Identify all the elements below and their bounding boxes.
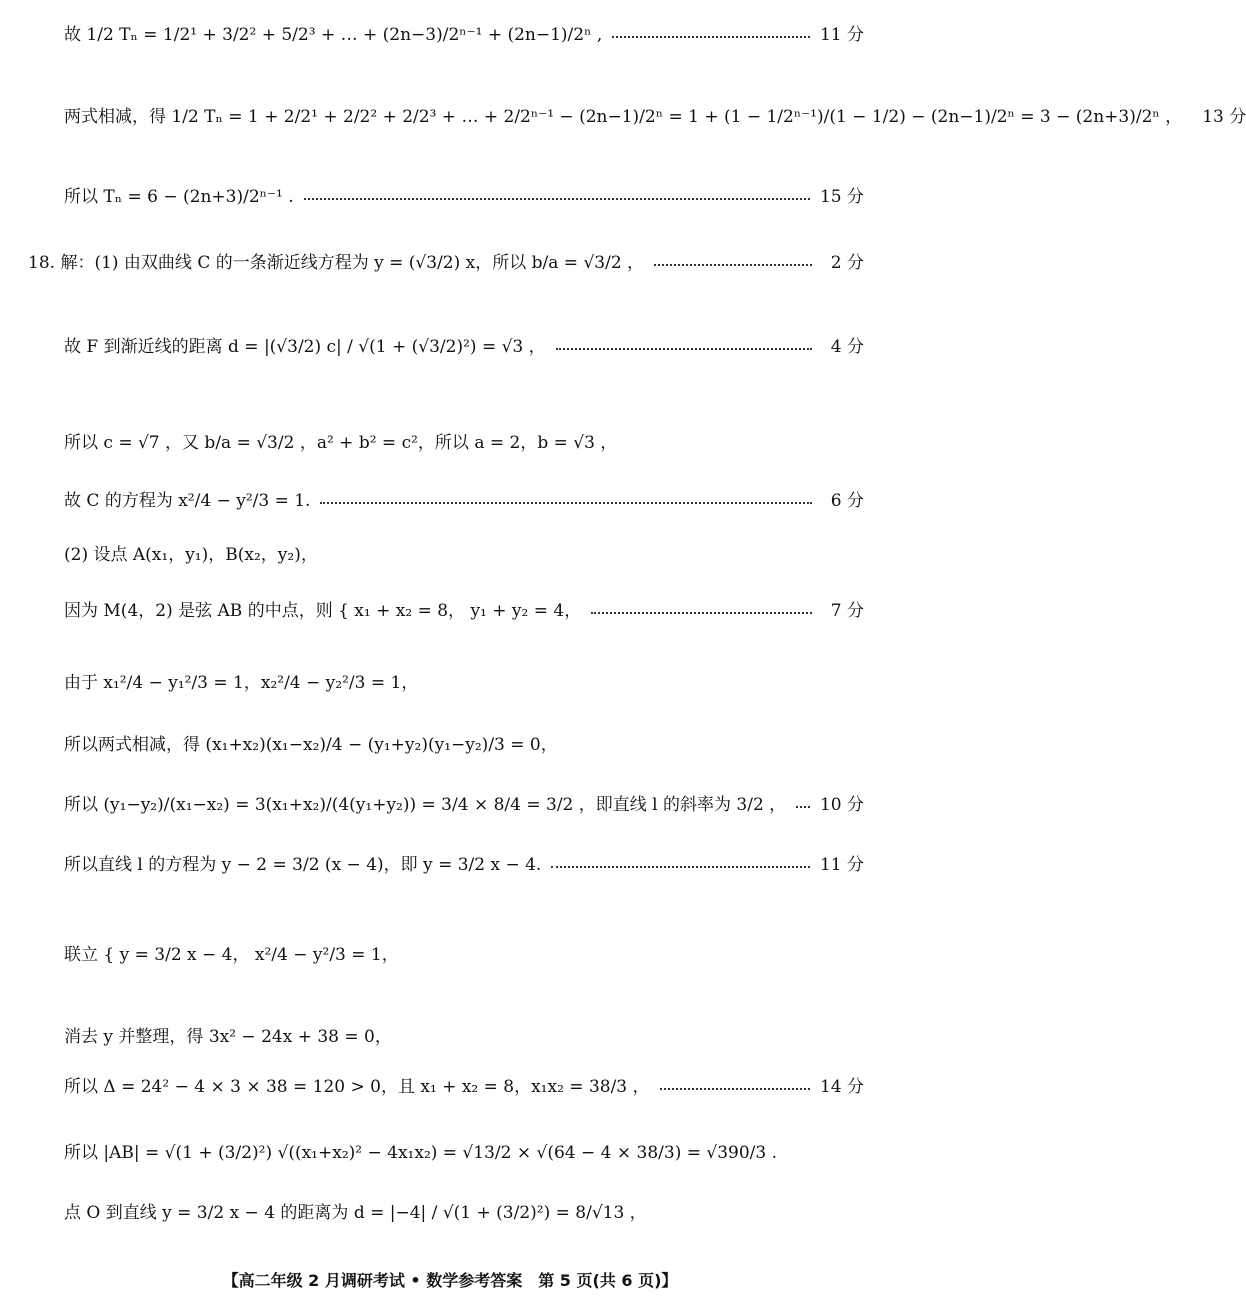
score-label: 7 分 (830, 601, 864, 621)
line-equation-c (64, 486, 864, 511)
line-eliminate (64, 1022, 864, 1047)
equation-text: 联立 { y = 3/2 x − 4， x²/4 − y²/3 = 1， (64, 945, 399, 965)
equation-text: 所以 Δ = 24² − 4 × 3 × 38 = 120 > 0，且 x₁ + x₂ = 8，x₁x₂ = 38/3 ， (64, 1077, 650, 1097)
line-15 (64, 182, 864, 207)
equation-text: 故 1/2 Tₙ = 1/2¹ + 3/2² + 5/2³ + … + (2n−3)/2ⁿ⁻¹ + (2n−1)/2ⁿ , (64, 25, 603, 45)
line-abc (64, 428, 864, 453)
equation-text: 由于 x₁²/4 − y₁²/3 = 1，x₂²/4 − y₂²/3 = 1， (64, 673, 419, 693)
dotted-leader (612, 36, 810, 38)
equation-text: 所以 Tₙ = 6 − (2n+3)/2ⁿ⁻¹ . (64, 187, 294, 207)
equation-text: 消去 y 并整理，得 3x² − 24x + 38 = 0， (64, 1027, 392, 1047)
dotted-leader (304, 198, 810, 200)
equation-text: 两式相减，得 1/2 Tₙ = 1 + 2/2¹ + 2/2² + 2/2³ + … + 2/2ⁿ⁻¹ − (2n−1)/2ⁿ = 1 + (1 − 1/2ⁿ⁻¹)/(1 − 1/2) − (2n−1)/2ⁿ = 3 − (2n+3)/2ⁿ ， (64, 107, 1183, 127)
dotted-leader (654, 264, 812, 266)
equation-text: 点 O 到直线 y = 3/2 x − 4 的距离为 d = |−4| / √(1 + (3/2)²) = 8/√13 ， (64, 1203, 647, 1223)
line-distance-o (64, 1198, 864, 1223)
equation-text: (2) 设点 A(x₁，y₁)，B(x₂，y₂)， (64, 545, 318, 565)
dotted-leader (591, 612, 812, 614)
line-slope (64, 790, 864, 815)
line-distance (64, 332, 864, 357)
score-label: 6 分 (830, 491, 864, 511)
line-midpoint (64, 596, 864, 621)
score-label: 14 分 (819, 1077, 864, 1097)
score-label: 13 分 (1202, 107, 1246, 127)
line-lianli (64, 940, 864, 965)
score-label: 11 分 (819, 25, 864, 45)
line-youyu (64, 668, 864, 693)
equation-text: 因为 M(4，2) 是弦 AB 的中点，则 { x₁ + x₂ = 8， y₁ + y₂ = 4， (64, 601, 582, 621)
equation-text: 所以 c = √7 ，又 b/a = √3/2 ，a² + b² = c²，所以 a = 2，b = √3 ， (64, 433, 618, 453)
score-label: 4 分 (830, 337, 864, 357)
equation-text: 18. 解：(1) 由双曲线 C 的一条渐近线方程为 y = (√3/2) x，所以 b/a = √3/2 ， (28, 253, 645, 273)
dotted-leader (551, 866, 810, 868)
equation-text: 所以直线 l 的方程为 y − 2 = 3/2 (x − 4)，即 y = 3/2 x − 4. (64, 855, 542, 875)
equation-text: 故 C 的方程为 x²/4 − y²/3 = 1. (64, 491, 311, 511)
line-ab (64, 1138, 864, 1163)
dotted-leader (320, 502, 812, 504)
line-11 (64, 20, 864, 45)
equation-text: 故 F 到渐近线的距离 d = |(√3/2) c| / √(1 + (√3/2)²) = √3 ， (64, 337, 546, 357)
equation-text: 所以 |AB| = √(1 + (3/2)²) √((x₁+x₂)² − 4x₁x₂) = √13/2 × √(64 − 4 × 38/3) = √390/3 . (64, 1143, 778, 1163)
equation-text: 所以 (y₁−y₂)/(x₁−x₂) = 3(x₁+x₂)/(4(y₁+y₂)) = 3/4 × 8/4 = 3/2 ，即直线 l 的斜率为 3/2 ， (64, 795, 787, 815)
dotted-leader (796, 806, 810, 808)
score-label: 15 分 (819, 187, 864, 207)
dotted-leader (660, 1088, 810, 1090)
q18-line (28, 248, 864, 273)
dotted-leader (556, 348, 812, 350)
equation-text: 所以两式相减，得 (x₁+x₂)(x₁−x₂)/4 − (y₁+y₂)(y₁−y₂)/3 = 0， (64, 735, 558, 755)
line-line-l (64, 850, 864, 875)
page-footer: 【高二年级 2 月调研考试 • 数学参考答案 第 5 页(共 6 页)】 (222, 1271, 678, 1290)
line-subtract (64, 730, 864, 755)
line-points (64, 540, 864, 565)
score-label: 2 分 (830, 253, 864, 273)
line-13 (64, 102, 1246, 127)
line-delta (64, 1072, 864, 1097)
score-label: 10 分 (819, 795, 864, 815)
score-label: 11 分 (819, 855, 864, 875)
